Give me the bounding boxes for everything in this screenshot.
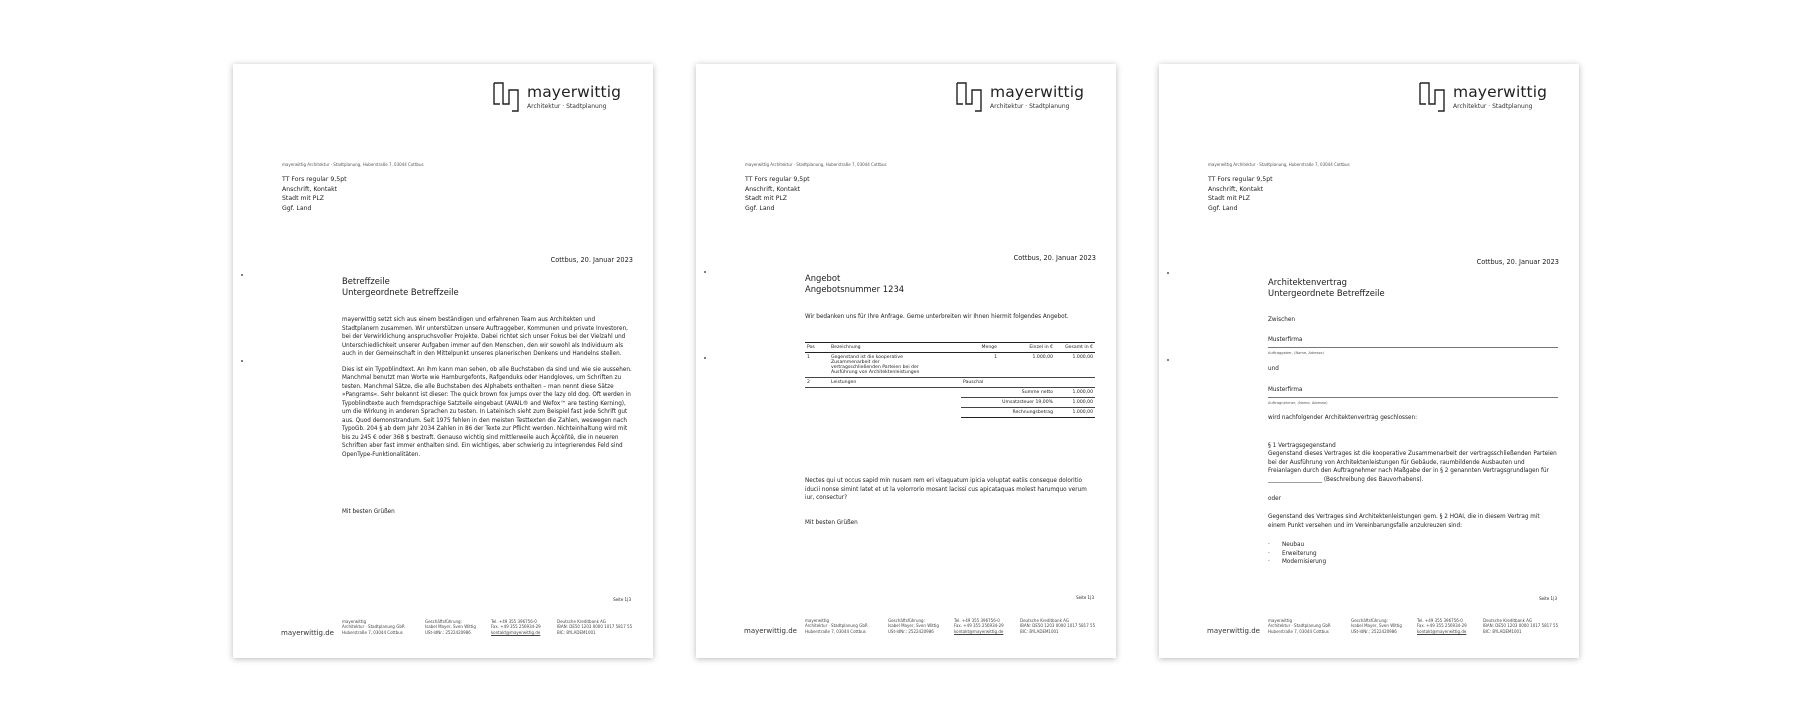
letter-page-2	[696, 64, 1116, 658]
address-line: Ggf. Land	[282, 204, 312, 212]
subject-line: Angebot	[805, 273, 841, 283]
cell-pos: 1	[805, 353, 829, 378]
address-line: TT Fors regular 9,5pt	[282, 176, 347, 183]
footer-line: Fax. +49 355 256934-29	[954, 623, 1004, 629]
footer-line: IBAN: DE50 1203 0000 1017 5817 55	[557, 624, 633, 630]
signature-line	[1268, 397, 1558, 398]
footer-line: Geschäftsführung:	[888, 618, 925, 623]
body-paragraph: mayerwittig setzt sich aus einem beständigen und erfahrenen Team aus Architekten und Stadtplanern zusammen. Wir unterstützen unsere Auftraggeber, Kommunen und private Investoren, bei der Verwirklichung anspruchsvoller Projekte. Dabei richtet sich unser Fokus bei der Vielzahl und Unterschiedlichkeit unserer Aufgaben immer auf den Menschen, den wir sowohl als Individuum als auch in der Gemeinschaft in den Mittelpunkt unseres planerischen Denkens und Handelns stellen.	[342, 317, 628, 357]
sub-subject-line: Untergeordnete Betreffzeile	[342, 287, 459, 297]
concluded-text: wird nachfolgender Architektenvertrag geschlossen:	[1268, 415, 1417, 421]
between-label: Zwischen	[1268, 317, 1295, 323]
subject-line: Architektenvertrag	[1268, 277, 1347, 287]
footer-line: Fax. +49 355 256934-29	[1417, 623, 1467, 629]
footer-line: Isabel Mayer, Sven Wittig	[425, 624, 476, 630]
footer-line: USt-IdNr.: 2522420986	[888, 628, 934, 634]
sum-row	[805, 408, 1095, 418]
footer-bank	[1020, 618, 1095, 634]
page-number: Seite 1|3	[1539, 596, 1557, 601]
footer-line: Geschäftsführung:	[425, 619, 462, 624]
column-header: Pos	[805, 343, 829, 353]
page-number: Seite 1|3	[1076, 595, 1094, 600]
footer-line: Isabel Mayer, Sven Wittig	[1351, 623, 1402, 629]
footer-line: Huberstraße 7, 03044 Cottbus	[1268, 628, 1329, 634]
address-line: Ggf. Land	[1208, 204, 1238, 212]
subject-block	[805, 273, 1085, 295]
party-1-caption: Auftraggeber, (Name, Adresse)	[1268, 351, 1324, 355]
closing: Mit besten Grüßen	[805, 520, 858, 526]
cell-quantity: Pauschal	[961, 378, 999, 388]
footer-management	[888, 618, 939, 634]
footer-line: Deutsche Kreditbank AG	[557, 619, 606, 624]
list-item: · Neubau	[1268, 542, 1305, 548]
address-line: Anschrift, Kontakt	[745, 185, 801, 193]
logo-tagline: Architektur · Stadtplanung	[527, 103, 607, 110]
table-header-row	[805, 343, 1095, 353]
cell-description: Leistungen	[829, 378, 961, 388]
sum-value: 1.000,00	[1055, 388, 1095, 398]
address-line: Anschrift, Kontakt	[282, 185, 338, 193]
cell-unit-price: 1.000,00	[999, 353, 1055, 378]
fold-mark	[241, 274, 243, 276]
footer-line: Deutsche Kreditbank AG	[1020, 618, 1069, 623]
footer-company	[805, 618, 868, 634]
footer-line: Tel. +49 355 396756-0	[1417, 618, 1463, 623]
address-line: Ggf. Land	[745, 204, 775, 212]
offer-outro: Nectes qui ut occus sapid min nusam rem eri vitaquatum ipicia voluptat eatiis conseque doloritio iducii nonse simint latet et ut la volorrorio mosant lacissi cus apicataquas molest harumquo verum iur, consectur?	[805, 478, 1087, 501]
address-line: Stadt mit PLZ	[745, 195, 788, 202]
offer-intro: Wir bedanken uns für Ihre Anfrage. Gerne unterbreiten wir Ihnen hiermit folgendes Angebot.	[805, 314, 1069, 320]
sub-subject-line: Untergeordnete Betreffzeile	[1268, 288, 1385, 298]
list-item-label: Modernisierung	[1282, 559, 1327, 565]
footer-company	[342, 619, 405, 635]
address-line: TT Fors regular 9,5pt	[1208, 176, 1273, 183]
list-item-label: Erweiterung	[1282, 550, 1317, 557]
sum-label: Rechnungsbetrag	[961, 408, 1055, 418]
hoai-text: Gegenstand des Vertrages sind Architektenleistungen gem. § 2 HOAI, die in diesem Vertrag mit einem Punkt versehen und im Vereinbarungsfalle anzukreuzen sind:	[1268, 514, 1540, 529]
footer-email-link[interactable]: kontakt@mayerwittig.de	[491, 629, 541, 635]
letter-date: Cottbus, 20. Januar 2023	[1476, 258, 1559, 266]
footer-line: mayerwittig	[342, 619, 366, 624]
footer-line: Huberstraße 7, 03044 Cottbus	[805, 628, 866, 634]
footer-line: USt-IdNr.: 2522420986	[425, 629, 471, 635]
footer-management	[425, 619, 476, 635]
footer-management	[1351, 618, 1402, 634]
punch-mark	[241, 360, 243, 362]
logo-wordmark: mayerwittig	[527, 83, 622, 101]
sum-value: 1.000,00	[1055, 398, 1095, 408]
footer-line: BIC: BYLADEM1001	[1020, 628, 1059, 634]
sum-value: 1.000,00	[1055, 408, 1095, 418]
table-row	[805, 353, 1095, 378]
section-text: Gegenstand dieses Vertrages ist die kooperative Zusammenarbeit der vertragsschließenden Parteien bei der Ausführung von Architektenleistungen für Gebäude, raumbildende Ausbauten und Freianlagen durch den Auftragnehmer nach Maßgabe der in § 2 genannten Vertragsgrundlagen für ___________________ (Beschreibung des Bauvorhabens).	[1268, 451, 1557, 483]
footer-contact	[1417, 618, 1467, 634]
footer-line: Tel. +49 355 396756-0	[491, 619, 537, 624]
footer-line: mayerwittig	[805, 618, 829, 623]
letter-date: Cottbus, 20. Januar 2023	[550, 256, 633, 264]
fold-mark	[1167, 272, 1169, 274]
offer-table	[805, 342, 1095, 418]
subject-block	[1268, 277, 1548, 299]
list-item: · Modernisierung	[1268, 559, 1327, 565]
footer-website: mayerwittig.de	[281, 629, 334, 637]
logo-tagline: Architektur · Stadtplanung	[990, 103, 1070, 110]
footer-email-link[interactable]: kontakt@mayerwittig.de	[1417, 628, 1467, 634]
footer-line: Isabel Mayer, Sven Wittig	[888, 623, 939, 629]
address-line: TT Fors regular 9,5pt	[745, 176, 810, 183]
address-line: Stadt mit PLZ	[282, 195, 325, 202]
footer-line: Tel. +49 355 396756-0	[954, 618, 1000, 623]
letter-body	[342, 316, 633, 466]
footer-email-link[interactable]: kontakt@mayerwittig.de	[954, 628, 1004, 634]
column-header: Menge	[961, 343, 999, 353]
footer-website: mayerwittig.de	[744, 627, 797, 635]
address-line: Stadt mit PLZ	[1208, 195, 1251, 202]
letter-page-1	[233, 64, 653, 658]
brand-logo	[956, 82, 1096, 116]
footer-line: BIC: BYLADEM1001	[557, 629, 596, 635]
footer-line: Fax. +49 355 256934-29	[491, 624, 541, 630]
list-item: · Erweiterung	[1268, 550, 1317, 557]
footer-line: Geschäftsführung:	[1351, 618, 1388, 623]
recipient-address	[745, 175, 810, 213]
sender-line: mayerwittig Architektur · Stadtplanung, Huberstraße 7, 03044 Cottbus	[1208, 162, 1350, 167]
sum-label: Summe netto	[961, 388, 1055, 398]
column-header: Gesamt in €	[1055, 343, 1095, 353]
footer-line: Architektur · Stadtplanung GbR	[342, 624, 405, 630]
sum-row	[805, 398, 1095, 408]
logo-wordmark: mayerwittig	[990, 83, 1085, 101]
footer-line: Architektur · Stadtplanung GbR	[805, 623, 868, 629]
brand-logo	[1419, 82, 1559, 116]
footer-line: BIC: BYLADEM1001	[1483, 628, 1522, 634]
body-paragraph: Dies ist ein Typoblindtext. An ihm kann man sehen, ob alle Buchstaben da sind und wie sie aussehen. Manchmal benutzt man Worte wie Hamburgefonts, Rafgenduks oder Handgloves, um Schriften zu testen. Manchmal Sätze, die alle Buchstaben des Alphabets enthalten – man nennt diese Sätze »Pangrams«. Sehr bekannt ist dieser: The quick brown fox jumps over the lazy old dog. Oft werden in Typoblindtexte auch fremdsprachige Satzteile eingebaut (AVAIL® and Wefox™ are testing Kerning), um die Wirkung in anderen Sprachen zu testen. In Lateinisch sieht zum Beispiel fast jede Schrift gut aus. Quod demonstrandum. Seit 1975 fehlen in den meisten Testtexten die Zahlen, weswegen nach TypoGb. 204 § ab dem Jahr 2034 Zahlen in 86 der Texte zur Pflicht werden. Nichteinhaltung wird mit bis zu 245 € oder 368 $ bestraft. Genauso wichtig sind mittlerweile auch Âçcèñtë, die in neueren Schriften aber fast immer enthalten sind. Ein wichtiges, aber schwierig zu integrierendes Feld sind OpenType-Funktionalitäten.	[342, 366, 632, 458]
subject-line: Betreffzeile	[342, 276, 390, 286]
sender-line: mayerwittig Architektur · Stadtplanung, Huberstraße 7, 03044 Cottbus	[282, 162, 424, 167]
footer-website: mayerwittig.de	[1207, 627, 1260, 635]
footer-company	[1268, 618, 1331, 634]
cell-unit-price	[999, 378, 1055, 388]
brand-logo	[493, 82, 633, 116]
cell-total	[1055, 378, 1095, 388]
logo-mark-icon	[1419, 82, 1445, 112]
party-1-name: Musterfirma	[1268, 337, 1303, 343]
letter-date: Cottbus, 20. Januar 2023	[1013, 254, 1096, 262]
column-header: Einzel in €	[999, 343, 1055, 353]
punch-mark	[1167, 359, 1169, 361]
closing: Mit besten Grüßen	[342, 509, 395, 515]
subject-block	[342, 276, 622, 298]
logo-wordmark: mayerwittig	[1453, 83, 1548, 101]
column-header: Bezeichnung	[829, 343, 961, 353]
footer-line: Huberstraße 7, 03044 Cottbus	[342, 629, 403, 635]
party-2-caption: Auftragnehmer, (Name, Adresse)	[1268, 401, 1328, 405]
footer-line: IBAN: DE50 1203 0000 1017 5817 55	[1483, 623, 1559, 629]
section-title: § 1 Vertragsgegenstand	[1268, 443, 1336, 449]
sum-label: Umsatzsteuer 19,00%	[961, 398, 1055, 408]
signature-line	[1268, 347, 1558, 348]
footer-bank	[557, 619, 632, 635]
and-label: und	[1268, 366, 1279, 372]
fold-mark	[704, 271, 706, 273]
footer-line: USt-IdNr.: 2522420986	[1351, 628, 1397, 634]
cell-description: Gegenstand ist die kooperative Zusammenarbeit der vertragsschließenden Parteien bei der Ausführung von Architektenleistungen	[829, 353, 961, 378]
list-item-label: Neubau	[1282, 542, 1305, 548]
table-row	[805, 378, 1095, 388]
logo-tagline: Architektur · Stadtplanung	[1453, 103, 1533, 110]
footer-line: mayerwittig	[1268, 618, 1292, 623]
address-line: Anschrift, Kontakt	[1208, 185, 1264, 193]
footer-line: Architektur · Stadtplanung GbR	[1268, 623, 1331, 629]
logo-mark-icon	[493, 82, 519, 112]
punch-mark	[704, 357, 706, 359]
sub-subject-line: Angebotsnummer 1234	[805, 284, 905, 294]
footer-contact	[954, 618, 1004, 634]
cell-total: 1.000,00	[1055, 353, 1095, 378]
or-label: oder	[1268, 496, 1281, 502]
recipient-address	[1208, 175, 1273, 213]
footer-line: Deutsche Kreditbank AG	[1483, 618, 1532, 623]
footer-contact	[491, 619, 541, 635]
service-list	[1268, 541, 1326, 567]
recipient-address	[282, 175, 347, 213]
cell-pos: 2	[805, 378, 829, 388]
party-2-name: Musterfirma	[1268, 387, 1303, 393]
cell-quantity: 1	[961, 353, 999, 378]
page-number: Seite 1|3	[613, 597, 631, 602]
footer-line: IBAN: DE50 1203 0000 1017 5817 55	[1020, 623, 1096, 629]
letter-page-3	[1159, 64, 1579, 658]
sender-line: mayerwittig Architektur · Stadtplanung, Huberstraße 7, 03044 Cottbus	[745, 162, 887, 167]
footer-bank	[1483, 618, 1558, 634]
sum-row	[805, 388, 1095, 398]
logo-mark-icon	[956, 82, 982, 112]
